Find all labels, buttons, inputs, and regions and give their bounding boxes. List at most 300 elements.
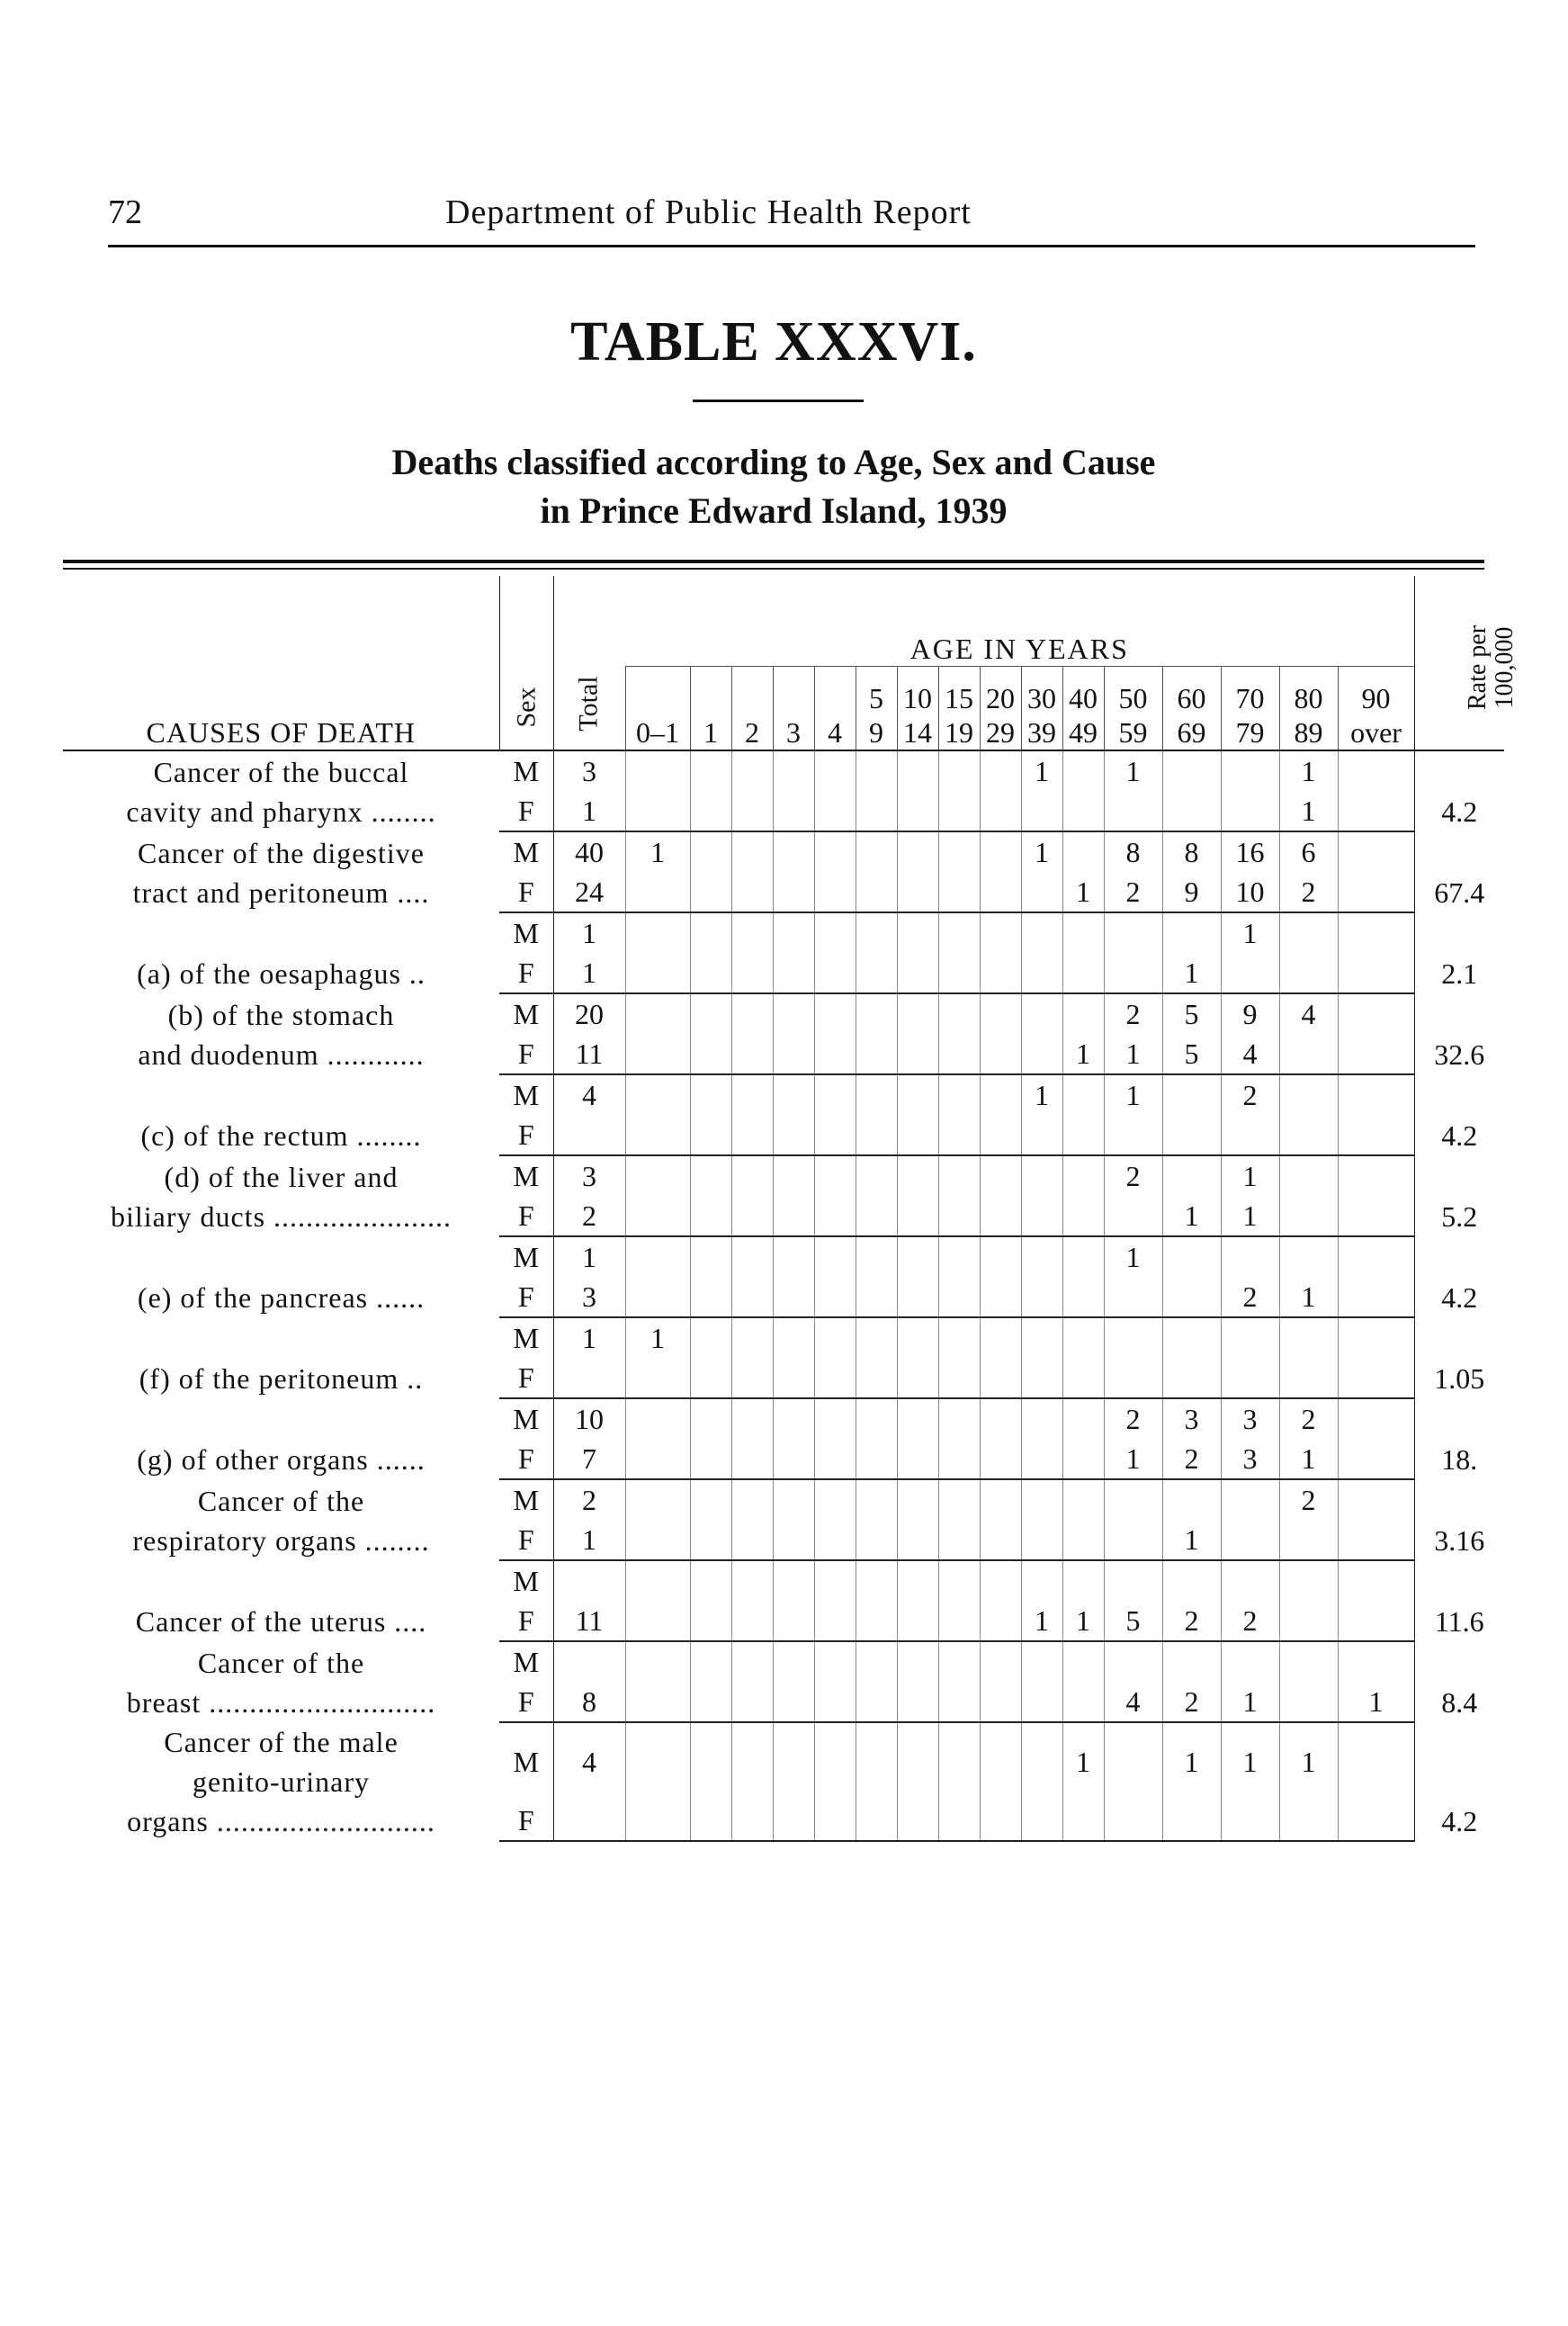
sex-cell: M: [499, 1074, 553, 1115]
sex-cell: F: [499, 1520, 553, 1560]
age-column-header: [814, 667, 856, 751]
sex-cell: M: [499, 1641, 553, 1682]
age-count-cell: [856, 953, 897, 993]
age-count-cell: [814, 1155, 856, 1196]
total-cell: [553, 1358, 625, 1398]
age-count-cell: [1062, 1782, 1104, 1841]
age-count-cell: [690, 1196, 731, 1236]
age-count-cell: [897, 1196, 938, 1236]
age-count-cell: [938, 1236, 980, 1277]
age-count-cell: [1221, 1520, 1279, 1560]
sex-cell: M: [499, 993, 553, 1034]
age-count-cell: 16: [1221, 831, 1279, 872]
age-count-cell: [1221, 1317, 1279, 1358]
total-cell: 4: [582, 1079, 596, 1111]
total-cell: 3: [553, 1277, 625, 1317]
age-count-cell: [1221, 1358, 1279, 1398]
table-top-rule-thick: [63, 560, 1484, 563]
age-count-cell: [814, 912, 856, 953]
age-count-cell: [1221, 1479, 1279, 1520]
age-range-start: 5: [869, 682, 883, 714]
age-range-end: 79: [1235, 716, 1265, 749]
age-count-cell: [1338, 1520, 1414, 1560]
sex-cell: F: [499, 1601, 553, 1641]
age-count-cell: [897, 953, 938, 993]
cause-of-death: [63, 1722, 499, 1841]
age-count-cell: [980, 1155, 1021, 1196]
age-count-cell: [690, 912, 731, 953]
cause-of-death: [63, 831, 499, 912]
age-range-end: 19: [945, 716, 973, 749]
age-count-cell: [938, 791, 980, 831]
age-count-cell: [897, 1601, 938, 1641]
age-column-header: [1104, 667, 1162, 751]
age-count-cell: [1279, 1155, 1338, 1196]
age-count-cell: 6: [1279, 831, 1338, 872]
sex-cell: M: [499, 1560, 553, 1601]
age-count-cell: [690, 953, 731, 993]
age-count-cell: 2: [1162, 1601, 1221, 1641]
age-count-cell: [980, 1196, 1021, 1236]
sex-cell: F: [499, 872, 553, 912]
age-count-cell: [1021, 1682, 1062, 1722]
age-count-cell: [1338, 993, 1414, 1034]
age-count-cell: [1062, 1155, 1104, 1196]
cause-text-line: Cancer of the: [197, 1485, 365, 1517]
total-cell: [553, 1641, 625, 1682]
rate-cell: 2.1: [1414, 912, 1504, 993]
age-count-cell: [1338, 1601, 1414, 1641]
age-count-cell: [938, 831, 980, 872]
age-count-cell: 2: [1104, 872, 1162, 912]
age-count-cell: [1062, 1277, 1104, 1317]
age-count-cell: [625, 1560, 690, 1601]
age-count-cell: 8: [1104, 831, 1162, 872]
age-count-cell: [814, 831, 856, 872]
age-count-cell: [856, 1155, 897, 1196]
age-count-cell: 1: [1279, 750, 1338, 791]
age-count-cell: [731, 1155, 773, 1196]
cause-text-line: organs ...........................: [127, 1805, 435, 1837]
age-range-end: 29: [986, 716, 1015, 749]
age-count-cell: [1021, 1641, 1062, 1682]
rate-cell: 8.4: [1414, 1641, 1504, 1722]
age-count-cell: [1221, 1560, 1279, 1601]
total-cell: 40: [575, 836, 604, 868]
cause-text-line: genito-urinary: [192, 1765, 371, 1798]
age-count-cell: [1062, 993, 1104, 1034]
age-count-cell: [625, 1358, 690, 1398]
rate-cell: 5.2: [1414, 1155, 1504, 1236]
age-count-cell: [1279, 1074, 1338, 1115]
total-cell: 1: [582, 1322, 596, 1354]
age-count-cell: 4: [1279, 993, 1338, 1034]
age-count-cell: [897, 1641, 938, 1682]
age-count-cell: [1104, 1560, 1162, 1601]
age-count-cell: [773, 912, 814, 953]
age-count-cell: [1279, 1560, 1338, 1601]
age-count-cell: [1062, 750, 1104, 791]
age-range-end: 49: [1069, 716, 1098, 749]
age-range-start: 20: [986, 682, 1015, 714]
age-count-cell: 5: [1162, 1034, 1221, 1074]
age-count-cell: [938, 912, 980, 953]
table-row: [63, 1398, 1504, 1439]
age-count-cell: 1: [1021, 1601, 1062, 1641]
age-count-cell: [625, 1782, 690, 1841]
age-count-cell: [731, 993, 773, 1034]
age-count-cell: [980, 1034, 1021, 1074]
total-cell: 7: [553, 1439, 625, 1479]
table-top-rules: [63, 560, 1484, 570]
age-count-cell: [731, 912, 773, 953]
age-count-cell: [1021, 912, 1062, 953]
table-row: [63, 993, 1504, 1034]
cause-text-line: respiratory organs ........: [132, 1524, 430, 1557]
age-range-start: [626, 681, 690, 715]
cause-of-death: [63, 1074, 499, 1155]
total-cell: 4: [582, 1746, 596, 1778]
age-count-cell: [773, 1115, 814, 1155]
age-count-cell: 1: [1162, 1520, 1221, 1560]
age-count-cell: [1104, 1782, 1162, 1841]
cause-text-line: (g) of other organs ......: [137, 1443, 426, 1476]
age-count-cell: [1338, 1560, 1414, 1601]
cause-text-line: (b) of the stomach: [167, 999, 395, 1031]
age-count-cell: [856, 1439, 897, 1479]
age-count-cell: [625, 1398, 690, 1439]
age-count-cell: [1279, 912, 1338, 953]
age-count-cell: [856, 1317, 897, 1358]
age-count-cell: 5: [1104, 1601, 1162, 1641]
age-count-cell: [1104, 1277, 1162, 1317]
age-count-cell: [773, 750, 814, 791]
age-count-cell: [938, 1277, 980, 1317]
cause-text-line: Cancer of the buccal: [153, 756, 409, 788]
total-cell: [553, 1782, 625, 1841]
age-count-cell: [856, 1641, 897, 1682]
cause-of-death: [63, 993, 499, 1074]
age-count-cell: [856, 1560, 897, 1601]
age-count-cell: [1338, 1479, 1414, 1520]
age-count-cell: [731, 1682, 773, 1722]
age-range-end: 2: [745, 716, 759, 749]
age-count-cell: 2: [1162, 1439, 1221, 1479]
sex-cell: F: [499, 1277, 553, 1317]
age-count-cell: [897, 872, 938, 912]
age-count-cell: [980, 1601, 1021, 1641]
rate-cell: 4.2: [1414, 750, 1504, 831]
age-count-cell: [1062, 1398, 1104, 1439]
age-count-cell: [1062, 1641, 1104, 1682]
age-count-cell: [1338, 1196, 1414, 1236]
total-cell: 3: [582, 755, 596, 787]
age-count-cell: [773, 1155, 814, 1196]
age-count-cell: [938, 1358, 980, 1398]
age-column-header: [625, 667, 690, 751]
age-count-cell: [731, 1277, 773, 1317]
age-count-cell: [1104, 1479, 1162, 1520]
age-count-cell: 1: [1104, 1074, 1162, 1115]
cause-text-line: (e) of the pancreas ......: [137, 1281, 426, 1314]
age-count-cell: [1221, 1236, 1279, 1277]
age-count-cell: [1162, 1155, 1221, 1196]
cause-of-death: [63, 1236, 499, 1317]
age-count-cell: [690, 1682, 731, 1722]
age-count-cell: [625, 1115, 690, 1155]
total-cell: 2: [553, 1196, 625, 1236]
age-count-cell: [1162, 1317, 1221, 1358]
age-count-cell: [1221, 1641, 1279, 1682]
age-count-cell: [980, 1520, 1021, 1560]
age-count-cell: 2: [1162, 1682, 1221, 1722]
age-count-cell: [625, 1155, 690, 1196]
age-count-cell: [1338, 1155, 1414, 1196]
age-count-cell: [1338, 1074, 1414, 1115]
age-count-cell: [814, 1641, 856, 1682]
total-cell: 2: [582, 1484, 596, 1516]
table-row: [63, 750, 1504, 791]
sex-cell: M: [499, 831, 553, 872]
age-range-start: [691, 681, 731, 715]
age-count-cell: [1221, 750, 1279, 791]
age-count-cell: [814, 1398, 856, 1439]
total-cell: 1: [553, 791, 625, 831]
age-count-cell: [814, 1682, 856, 1722]
age-count-cell: 10: [1221, 872, 1279, 912]
age-count-cell: [1062, 1479, 1104, 1520]
age-count-cell: [773, 1236, 814, 1277]
age-count-cell: [690, 1439, 731, 1479]
age-count-cell: [897, 912, 938, 953]
total-cell: 11: [553, 1034, 625, 1074]
cause-text-line: Cancer of the male: [164, 1726, 399, 1758]
age-count-cell: [731, 1034, 773, 1074]
age-count-cell: [938, 1682, 980, 1722]
age-count-cell: 2: [1279, 872, 1338, 912]
age-count-cell: [690, 1236, 731, 1277]
age-count-cell: [1162, 912, 1221, 953]
age-count-cell: [690, 1358, 731, 1398]
age-column-header: [897, 667, 938, 751]
total-header-label: Total: [574, 676, 604, 732]
age-count-cell: [1104, 1641, 1162, 1682]
age-count-cell: [938, 1641, 980, 1682]
age-count-cell: [856, 1601, 897, 1641]
age-count-cell: [814, 750, 856, 791]
age-count-cell: [897, 750, 938, 791]
age-count-cell: [1104, 1722, 1162, 1782]
age-count-cell: [1279, 1196, 1338, 1236]
age-count-cell: [773, 1034, 814, 1074]
age-column-header: [856, 667, 897, 751]
cause-text-line: cavity and pharynx ........: [126, 795, 436, 828]
age-count-cell: 1: [1221, 1722, 1279, 1782]
cause-text-line: (d) of the liver and: [164, 1161, 399, 1193]
age-column-header: [1021, 667, 1062, 751]
age-count-cell: [1062, 1358, 1104, 1398]
age-count-cell: 1: [1062, 872, 1104, 912]
age-count-cell: 1: [1062, 1722, 1104, 1782]
age-count-cell: [625, 1601, 690, 1641]
age-count-cell: [980, 1236, 1021, 1277]
age-count-cell: [1104, 1358, 1162, 1398]
age-count-cell: 1: [1279, 1722, 1338, 1782]
age-count-cell: [731, 1196, 773, 1236]
age-count-cell: [814, 1601, 856, 1641]
age-count-cell: [690, 993, 731, 1034]
age-count-cell: [731, 1115, 773, 1155]
age-count-cell: [1021, 993, 1062, 1034]
cause-text-line: and duodenum ............: [138, 1038, 425, 1071]
age-count-cell: 2: [1221, 1074, 1279, 1115]
age-count-cell: [897, 1317, 938, 1358]
age-count-cell: 1: [1104, 750, 1162, 791]
age-count-cell: [1338, 1115, 1414, 1155]
age-count-cell: [773, 1439, 814, 1479]
age-count-cell: [690, 1641, 731, 1682]
age-count-cell: [1221, 953, 1279, 993]
age-count-cell: [980, 791, 1021, 831]
age-count-cell: [814, 953, 856, 993]
age-count-cell: [938, 1479, 980, 1520]
age-count-cell: [773, 1277, 814, 1317]
age-count-cell: 1: [625, 831, 690, 872]
age-count-cell: [938, 1722, 980, 1782]
age-count-cell: [814, 1782, 856, 1841]
age-count-cell: 3: [1162, 1398, 1221, 1439]
age-count-cell: [856, 912, 897, 953]
table-row: [63, 1722, 1504, 1782]
age-count-cell: [897, 1520, 938, 1560]
rate-cell: 4.2: [1414, 1074, 1504, 1155]
cause-text-line: tract and peritoneum ....: [132, 876, 430, 909]
cause-of-death: [63, 750, 499, 831]
age-count-cell: [814, 1520, 856, 1560]
age-count-cell: [773, 1560, 814, 1601]
age-count-cell: [980, 1722, 1021, 1782]
age-range-end: 69: [1177, 716, 1206, 749]
age-count-cell: [938, 993, 980, 1034]
cause-text-line: Cancer of the digestive: [138, 837, 425, 869]
age-count-cell: [1338, 1317, 1414, 1358]
age-count-cell: [980, 993, 1021, 1034]
age-count-cell: [897, 1560, 938, 1601]
cause-of-death: [63, 1479, 499, 1560]
sex-cell: M: [499, 1317, 553, 1358]
age-range-start: 70: [1235, 682, 1265, 714]
age-count-cell: 9: [1162, 872, 1221, 912]
age-count-cell: [814, 1236, 856, 1277]
age-count-cell: [938, 1601, 980, 1641]
age-count-cell: 1: [1104, 1236, 1162, 1277]
age-range-start: [774, 681, 814, 715]
age-count-cell: [1062, 1682, 1104, 1722]
rate-header: [1414, 576, 1519, 750]
age-count-cell: [1221, 1782, 1279, 1841]
age-range-start: 60: [1177, 682, 1206, 714]
age-column-header: [1221, 667, 1279, 751]
age-count-cell: [690, 1115, 731, 1155]
age-count-cell: [814, 791, 856, 831]
age-range-start: [815, 681, 856, 715]
header-rule: [108, 245, 1475, 247]
age-count-cell: [897, 1782, 938, 1841]
age-count-cell: [897, 1115, 938, 1155]
age-count-cell: [980, 1682, 1021, 1722]
age-count-cell: [897, 831, 938, 872]
age-count-cell: [980, 831, 1021, 872]
age-count-cell: [1104, 1520, 1162, 1560]
age-count-cell: [1279, 1236, 1338, 1277]
age-count-cell: [856, 750, 897, 791]
sex-cell: F: [499, 1358, 553, 1398]
age-count-cell: [1062, 1236, 1104, 1277]
age-range-start: 30: [1027, 682, 1056, 714]
age-count-cell: [897, 1155, 938, 1196]
age-count-cell: 1: [1221, 1155, 1279, 1196]
age-count-cell: [980, 1115, 1021, 1155]
age-count-cell: 1: [1062, 1034, 1104, 1074]
age-count-cell: [773, 1196, 814, 1236]
sex-cell: M: [499, 1236, 553, 1277]
age-count-cell: 2: [1104, 1398, 1162, 1439]
age-count-cell: [897, 1034, 938, 1074]
age-count-cell: [938, 872, 980, 912]
age-count-cell: [625, 1479, 690, 1520]
age-count-cell: [1021, 1034, 1062, 1074]
age-count-cell: [625, 1722, 690, 1782]
age-column-header: [690, 667, 731, 751]
age-count-cell: [897, 1358, 938, 1398]
age-count-cell: 1: [1279, 1439, 1338, 1479]
table-subtitle-line2: in Prince Edward Island, 1939: [540, 490, 1008, 531]
table-row: [63, 912, 1504, 953]
age-count-cell: [690, 831, 731, 872]
age-count-cell: [980, 1641, 1021, 1682]
age-count-cell: [856, 993, 897, 1034]
age-count-cell: [773, 953, 814, 993]
age-count-cell: 5: [1162, 993, 1221, 1034]
age-count-cell: 2: [1104, 993, 1162, 1034]
age-count-cell: [1062, 1196, 1104, 1236]
rate-cell: 4.2: [1414, 1722, 1504, 1841]
age-count-cell: [856, 831, 897, 872]
table-title: TABLE XXXVI.: [570, 311, 977, 373]
cause-of-death: [63, 1155, 499, 1236]
table-row: [63, 1074, 1504, 1115]
age-count-cell: [856, 1722, 897, 1782]
age-count-cell: [1021, 1358, 1062, 1398]
age-count-cell: [1021, 1782, 1062, 1841]
age-count-cell: [980, 1074, 1021, 1115]
age-range-start: 40: [1069, 682, 1098, 714]
age-count-cell: 1: [1221, 912, 1279, 953]
age-count-cell: [897, 1398, 938, 1439]
age-count-cell: [731, 1560, 773, 1601]
age-count-cell: [856, 1115, 897, 1155]
sex-cell: M: [499, 1722, 553, 1782]
age-count-cell: [814, 1115, 856, 1155]
age-count-cell: [938, 1782, 980, 1841]
age-count-cell: [938, 1398, 980, 1439]
age-count-cell: [938, 1155, 980, 1196]
age-count-cell: 2: [1221, 1601, 1279, 1641]
age-count-cell: [773, 1074, 814, 1115]
age-count-cell: 2: [1104, 1155, 1162, 1196]
age-count-cell: 2: [1279, 1479, 1338, 1520]
age-count-cell: [773, 1358, 814, 1398]
